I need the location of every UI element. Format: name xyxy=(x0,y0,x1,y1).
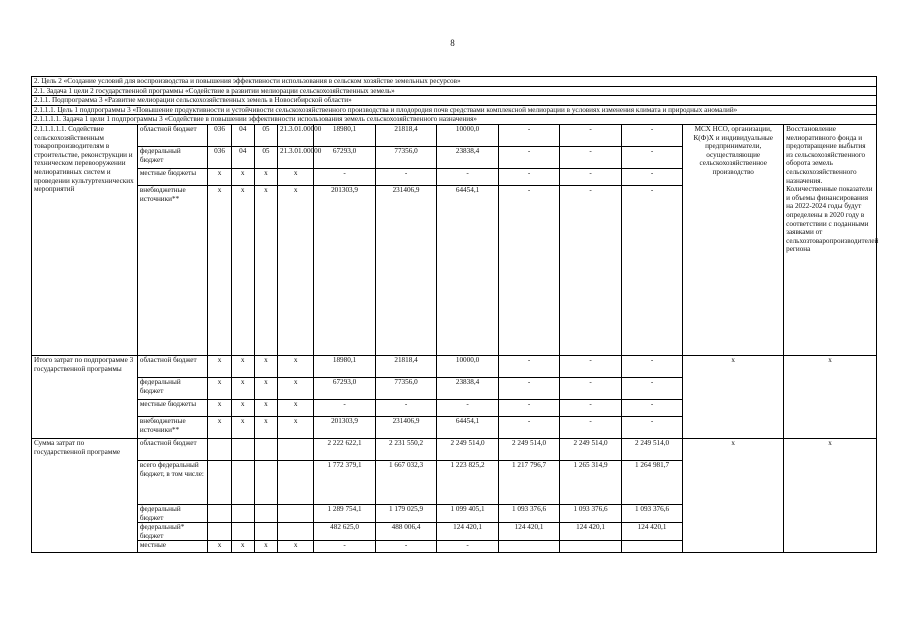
subprogram-total-code: х xyxy=(278,399,314,416)
measure-code: х xyxy=(208,185,231,355)
measure-name: 2.1.1.1.1.1. Содействие сельскохозяйственным товаропроизводителям в строительстве, реконструкции и техническом перевооружении мелиоративных систем и проведении культуртехнических мероприятий xyxy=(32,124,138,355)
measure-value: - xyxy=(498,185,560,355)
measure-code: 04 xyxy=(231,146,254,168)
program-total-value: 1 772 379,1 xyxy=(314,460,376,504)
subprogram-total-code: х xyxy=(278,377,314,399)
header-row xyxy=(32,96,877,106)
program-total-row xyxy=(32,438,877,460)
subprogram-total-source: внебюджетные источники** xyxy=(137,416,208,438)
subprogram-total-value: 64454,1 xyxy=(437,416,499,438)
program-total-code xyxy=(278,438,314,460)
measure-value: 64454,1 xyxy=(437,185,499,355)
measure-value: - xyxy=(437,168,499,185)
program-total-code: х xyxy=(254,541,277,553)
program-total-value: 124 420,1 xyxy=(560,523,622,541)
program-total-code xyxy=(231,523,254,541)
measure-source: местные бюджеты xyxy=(137,168,208,185)
subprogram-total-value: - xyxy=(560,399,622,416)
subprogram-total-code: х xyxy=(231,355,254,377)
subprogram-total-code: х xyxy=(254,377,277,399)
subprogram-total-row xyxy=(32,355,877,377)
measure-code: 05 xyxy=(254,124,277,146)
measure-value: - xyxy=(621,185,683,355)
program-total-value: 2 249 514,0 xyxy=(560,438,622,460)
program-total-value: 1 667 032,3 xyxy=(375,460,437,504)
measure-source: внебюджетные источники** xyxy=(137,185,208,355)
measure-value: 23838,4 xyxy=(437,146,499,168)
subprogram-total-value: 18980,1 xyxy=(314,355,376,377)
measure-value: - xyxy=(498,124,560,146)
measure-code: х xyxy=(278,168,314,185)
program-total-value: 1 093 376,6 xyxy=(498,504,560,522)
program-total-source: федеральный* бюджет xyxy=(137,523,208,541)
subprogram-total-code: х xyxy=(208,399,231,416)
program-total-value: 2 249 514,0 xyxy=(498,438,560,460)
subprogram-total-value: - xyxy=(560,416,622,438)
program-total-code xyxy=(231,460,254,504)
subprogram-total-source: федеральный бюджет xyxy=(137,377,208,399)
subprogram-total-executor: х xyxy=(683,355,784,438)
program-total-code xyxy=(254,438,277,460)
measure-code: 21.3.01.00000 xyxy=(278,124,314,146)
header-row xyxy=(32,77,877,87)
subprogram-total-value: - xyxy=(621,377,683,399)
program-total-code xyxy=(208,460,231,504)
program-total-code xyxy=(208,438,231,460)
measure-code: х xyxy=(254,168,277,185)
subprogram-total-value: 21818,4 xyxy=(375,355,437,377)
measure-value: - xyxy=(498,168,560,185)
page-number: 8 xyxy=(450,38,455,48)
task-header: 2.1. Задача 1 цели 2 государственной программы «Содействие в развитии мелиорации сельскохозяйственных земель» xyxy=(32,86,877,96)
subprogram-total-source: областной бюджет xyxy=(137,355,208,377)
subprogram-total-source: местные бюджеты xyxy=(137,399,208,416)
program-total-value xyxy=(560,541,622,553)
subprogram-header: 2.1.1. Подпрограмма 3 «Развитие мелиорации сельскохозяйственных земель в Новосибирской области» xyxy=(32,96,877,106)
program-total-value: 1 179 025,9 xyxy=(375,504,437,522)
program-total-code xyxy=(231,504,254,522)
measure-value: - xyxy=(560,185,622,355)
measure-value: 21818,4 xyxy=(375,124,437,146)
measure-value: - xyxy=(560,124,622,146)
subprogram-total-code: х xyxy=(208,355,231,377)
program-total-value: 1 099 405,1 xyxy=(437,504,499,522)
subprogram-total-code: х xyxy=(208,377,231,399)
program-total-code: х xyxy=(231,541,254,553)
program-total-value: 1 223 825,2 xyxy=(437,460,499,504)
program-total-code: х xyxy=(278,541,314,553)
subprogram-total-value: - xyxy=(621,355,683,377)
program-total-code xyxy=(254,523,277,541)
program-total-value: 1 093 376,6 xyxy=(621,504,683,522)
measure-code: 036 xyxy=(208,146,231,168)
program-total-value: 2 222 622,1 xyxy=(314,438,376,460)
measure-source: областной бюджет xyxy=(137,124,208,146)
measure-code: х xyxy=(278,185,314,355)
measure-row xyxy=(32,124,877,146)
subprogram-total-code: х xyxy=(254,399,277,416)
measure-value: - xyxy=(621,146,683,168)
program-total-code xyxy=(254,504,277,522)
program-total-code xyxy=(231,438,254,460)
program-total-source: всего федеральный бюджет, в том числе: xyxy=(137,460,208,504)
program-total-code: х xyxy=(208,541,231,553)
subprogram-total-value: - xyxy=(498,399,560,416)
subprogram-total-code: х xyxy=(254,355,277,377)
program-total-code xyxy=(278,523,314,541)
subprogram-total-value: - xyxy=(498,355,560,377)
subprogram-total-value: - xyxy=(437,399,499,416)
subprogram-goal-header: 2.1.1.1. Цель 1 подпрограммы 3 «Повышение продуктивности и устойчивости сельскохозяйственного производства и плодородия почв средствами комплексной мелиорации в условиях изменения климата и природных аномалий» xyxy=(32,105,877,115)
program-total-value xyxy=(621,541,683,553)
measure-value: - xyxy=(621,168,683,185)
program-total-executor: х xyxy=(683,438,784,552)
subprogram-total-name: Итого затрат по подпрограмме 3 государственной программы xyxy=(32,355,138,438)
program-total-source: местные xyxy=(137,541,208,553)
measure-code: х xyxy=(208,168,231,185)
program-total-code xyxy=(254,460,277,504)
measure-code: 036 xyxy=(208,124,231,146)
subprogram-total-code: х xyxy=(231,377,254,399)
subprogram-total-value: - xyxy=(560,355,622,377)
program-total-source: федеральный бюджет xyxy=(137,504,208,522)
program-total-value: 1 217 796,7 xyxy=(498,460,560,504)
measure-code: 05 xyxy=(254,146,277,168)
subprogram-total-code: х xyxy=(231,416,254,438)
program-total-value: 488 006,4 xyxy=(375,523,437,541)
measure-code: 21.3.01.00000 xyxy=(278,146,314,168)
measure-value: 67293,0 xyxy=(314,146,376,168)
program-total-value: - xyxy=(314,541,376,553)
program-total-value xyxy=(498,541,560,553)
measure-value: 231406,9 xyxy=(375,185,437,355)
measure-code: 04 xyxy=(231,124,254,146)
subprogram-total-value: 231406,9 xyxy=(375,416,437,438)
header-row xyxy=(32,115,877,125)
measure-code: х xyxy=(254,185,277,355)
header-row xyxy=(32,105,877,115)
program-total-name: Сумма затрат по государственной программе xyxy=(32,438,138,552)
program-total-value: 124 420,1 xyxy=(498,523,560,541)
subprogram-total-value: - xyxy=(621,416,683,438)
subprogram-total-code: х xyxy=(231,399,254,416)
subprogram-total-code: х xyxy=(208,416,231,438)
budget-table xyxy=(31,76,877,553)
subprogram-task-header: 2.1.1.1.1. Задача 1 цели 1 подпрограммы 3 «Содействие в повышении эффективности использования земель сельскохозяйственного назначения» xyxy=(32,115,877,125)
measure-value: - xyxy=(314,168,376,185)
program-total-value: 482 625,0 xyxy=(314,523,376,541)
measure-value: 77356,0 xyxy=(375,146,437,168)
subprogram-total-value: 67293,0 xyxy=(314,377,376,399)
subprogram-total-value: - xyxy=(498,416,560,438)
measure-code: х xyxy=(231,168,254,185)
measure-value: 201303,9 xyxy=(314,185,376,355)
subprogram-total-result: х xyxy=(784,355,877,438)
program-total-code xyxy=(208,523,231,541)
subprogram-total-value: - xyxy=(375,399,437,416)
program-total-value: - xyxy=(375,541,437,553)
program-total-value: 1 289 754,1 xyxy=(314,504,376,522)
measure-value: - xyxy=(498,146,560,168)
goal-header: 2. Цель 2 «Создание условий для воспроизводства и повышения эффективности использования в сельском хозяйстве земельных ресурсов» xyxy=(32,77,877,87)
measure-source: федеральный бюджет xyxy=(137,146,208,168)
program-total-source: областной бюджет xyxy=(137,438,208,460)
program-total-value: 1 265 314,9 xyxy=(560,460,622,504)
measure-value: - xyxy=(375,168,437,185)
program-total-value: 1 264 981,7 xyxy=(621,460,683,504)
subprogram-total-code: х xyxy=(254,416,277,438)
measure-code: х xyxy=(231,185,254,355)
subprogram-total-value: 23838,4 xyxy=(437,377,499,399)
subprogram-total-value: - xyxy=(314,399,376,416)
measure-value: - xyxy=(560,146,622,168)
subprogram-total-value: - xyxy=(560,377,622,399)
header-row xyxy=(32,86,877,96)
subprogram-total-value: 77356,0 xyxy=(375,377,437,399)
program-total-value: 124 420,1 xyxy=(621,523,683,541)
measure-executor: МСХ НСО, организации, К(Ф)Х и индивидуальные предприниматели, осуществляющие сельскохозяйственное производство xyxy=(683,124,784,355)
subprogram-total-value: - xyxy=(498,377,560,399)
program-total-value: 2 249 514,0 xyxy=(437,438,499,460)
program-total-code xyxy=(208,504,231,522)
measure-value: 18980,1 xyxy=(314,124,376,146)
subprogram-total-value: 201303,9 xyxy=(314,416,376,438)
measure-value: - xyxy=(621,124,683,146)
program-total-code xyxy=(278,504,314,522)
program-total-value: 2 249 514,0 xyxy=(621,438,683,460)
program-total-result: х xyxy=(784,438,877,552)
measure-value: - xyxy=(560,168,622,185)
program-total-code xyxy=(278,460,314,504)
subprogram-total-code: х xyxy=(278,416,314,438)
measure-value: 10000,0 xyxy=(437,124,499,146)
measure-result: Восстановление мелиоративного фонда и предотвращение выбытия из сельскохозяйственного оборота земель сельскохозяйственного назначения. Количественные показатели и объемы финансирования на 2022-2024 годы будут определены в 2020 году в соответствии с поданными заявками от сельхозтоваропроизводителей региона xyxy=(784,124,877,355)
program-total-value: 2 231 550,2 xyxy=(375,438,437,460)
subprogram-total-code: х xyxy=(278,355,314,377)
program-total-value: 124 420,1 xyxy=(437,523,499,541)
program-total-value: 1 093 376,6 xyxy=(560,504,622,522)
subprogram-total-value: - xyxy=(621,399,683,416)
subprogram-total-value: 10000,0 xyxy=(437,355,499,377)
program-total-value: - xyxy=(437,541,499,553)
budget-table-container xyxy=(31,76,877,640)
